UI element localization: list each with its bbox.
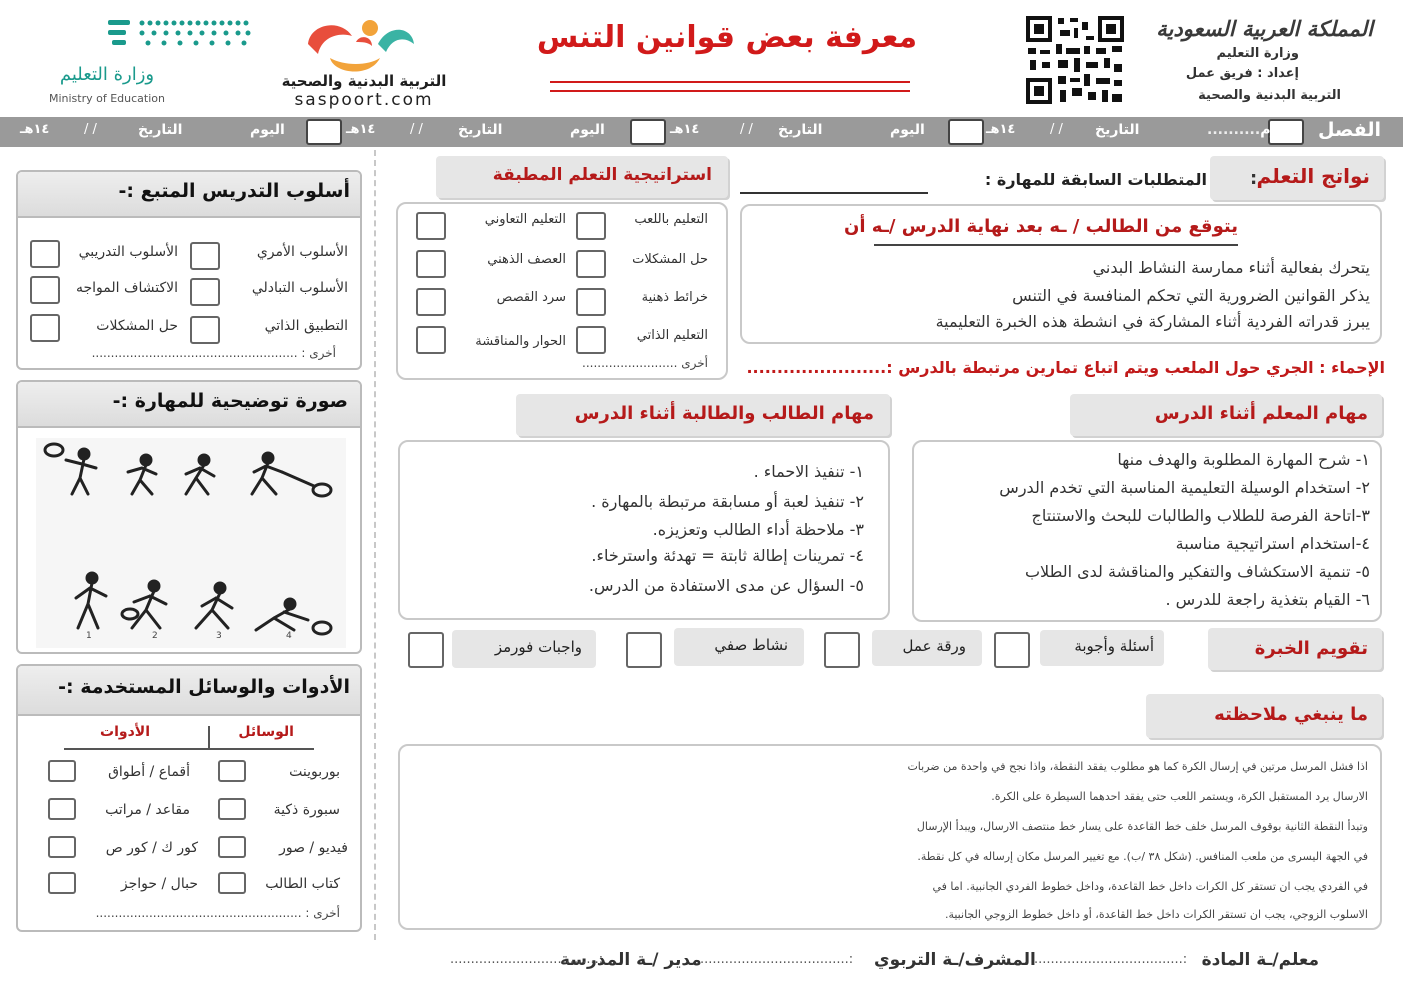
means-powerpoint-checkbox[interactable] (218, 760, 246, 782)
strategy-play-checkbox[interactable] (576, 212, 606, 240)
style-reciprocal-checkbox[interactable] (190, 278, 220, 306)
student-tasks-panel (398, 440, 890, 620)
strategy-problem-solving-checkbox[interactable] (576, 250, 606, 278)
note-line-6: الاسلوب الزوجي، يجب ان تستقر الكرات داخل خط القاعدة، أو داخل خطوط الزوجي الجانبية. (944, 908, 1368, 921)
eval-worksheet-checkbox[interactable] (824, 632, 860, 668)
strategy-cooperative: التعليم التعاوني (484, 212, 566, 227)
teacher-tasks-panel (912, 440, 1382, 622)
outcome-item-2: يذكر القوانين الضرورية التي تحكم المنافسة في التنس (1012, 286, 1370, 305)
outcomes-colon: : (1250, 168, 1258, 189)
outcomes-heading-underline (874, 244, 1238, 246)
teaching-style-box (16, 170, 362, 370)
svg-text:3: 3 (216, 631, 222, 641)
sig-supervisor-dots[interactable]: :.................................... (700, 952, 854, 967)
style-practice-checkbox[interactable] (30, 240, 60, 268)
note-line-3: وتبدأ النقطة الثانية بوقوف المرسل خلف خط القاعدة على يسار خط منتصف الارسال، ويبدأ الإرسال (916, 820, 1368, 833)
day-label-1: اليوم.......... (1207, 122, 1295, 138)
tools-cones: أقماع / أطواق (108, 764, 190, 780)
date-slashes-4: / / (84, 122, 97, 137)
teaching-style-header (18, 172, 360, 218)
year-label-1: ١٤هـ (986, 122, 1016, 137)
teaching-style-title: أسلوب التدريس المتبع :- (118, 180, 350, 202)
teacher-tasks-title: مهام المعلم أثناء الدرس (1070, 394, 1382, 436)
ministry-name: وزارة التعليم (1216, 46, 1299, 61)
strategy-dialogue-checkbox[interactable] (416, 326, 446, 354)
tools-box (16, 664, 362, 932)
day-label-4: اليوم (250, 122, 285, 138)
strategy-cooperative-checkbox[interactable] (416, 212, 446, 240)
year-label-3: ١٤هـ (346, 122, 376, 137)
strategy-storytelling-checkbox[interactable] (416, 288, 446, 316)
tools-benches: مقاعد / مراتب (105, 802, 190, 818)
prepared-by: إعداد : فريق عمل (1185, 66, 1299, 81)
kingdom-calligraphy: المملكة العربية السعودية (1156, 16, 1373, 41)
tools-column-header: الأدوات (100, 724, 150, 740)
sig-teacher: معلم/ـة المادة (1201, 950, 1319, 970)
tools-header (18, 666, 360, 716)
eval-option-forms: واجبات فورمز (452, 630, 596, 668)
date-slashes-3: / / (410, 122, 423, 137)
means-video-checkbox[interactable] (218, 836, 246, 858)
tools-header-line (64, 748, 314, 750)
teacher-task-6: ٦- القيام بتغذية راجعة للدرس . (1165, 590, 1370, 609)
student-task-1: ١- تنفيذ الاحماء . (753, 462, 864, 481)
sig-principal-dots[interactable]: :.................................... (450, 952, 604, 967)
day-label-3: اليوم (570, 122, 605, 138)
eval-activity-checkbox[interactable] (626, 632, 662, 668)
strategy-brainstorm: العصف الذهني (487, 252, 566, 267)
style-self-check-checkbox[interactable] (190, 316, 220, 344)
note-line-2: الارسال يرد المستقبل الكرة، ويستمر اللعب حتى يفقد احدهما السيطرة على الكرة. (991, 790, 1368, 803)
strategy-other[interactable]: أخرى ......................... (582, 356, 708, 370)
style-other[interactable]: أخرى : ...................................................... (91, 346, 336, 360)
style-guided-discovery: الاكتشاف المواجه (75, 280, 178, 296)
eval-option-worksheet: ورقة عمل (872, 630, 982, 666)
strategy-problem-solving: حل المشكلات (632, 252, 708, 267)
sig-principal: مدير /ـة المدرسة (560, 950, 702, 970)
moe-logo-arabic: وزارة التعليم (59, 64, 155, 85)
tools-ropes-checkbox[interactable] (48, 872, 76, 894)
moe-logo-english: Ministry of Education (48, 92, 165, 105)
date-label-3: التاريخ (458, 122, 503, 138)
strategy-mindmaps: خرائط ذهنية (641, 290, 708, 305)
notes-title: ما ينبغي ملاحظته (1146, 694, 1382, 738)
year-label-2: ١٤هـ (670, 122, 700, 137)
style-guided-discovery-checkbox[interactable] (30, 276, 60, 304)
tools-benches-checkbox[interactable] (48, 798, 76, 820)
style-self-check: التطبيق الذاتي (264, 318, 348, 334)
style-problem-solving-checkbox[interactable] (30, 314, 60, 342)
strategy-play: التعليم باللعب (634, 212, 708, 227)
day-label-2: اليوم (890, 122, 925, 138)
prereq-line (740, 192, 928, 194)
tools-title: الأدوات والوسائل المستخدمة :- (58, 676, 350, 698)
means-textbook: كتاب الطالب (265, 876, 340, 892)
outcomes-heading: يتوقع من الطالب / ـه بعد نهاية الدرس /ـه أن (844, 216, 1238, 237)
moe-logo-dots (108, 18, 254, 52)
student-tasks-title: مهام الطالب والطالبة أثناء الدرس (516, 394, 890, 436)
qr-code (1024, 14, 1126, 106)
note-line-4: في الجهة اليسرى من ملعب المنافس. (شكل ٣٨ /ب). مع تغيير المرسل مكان إرساله في كل نقطة. (917, 850, 1368, 863)
day-box-4[interactable] (306, 119, 342, 145)
strategy-mindmaps-checkbox[interactable] (576, 288, 606, 316)
student-task-2: ٢- تنفيذ لعبة أو مسابقة مرتبطة بالمهارة . (591, 492, 864, 511)
outcome-item-1: يتحرك بفعالية أثناء ممارسة النشاط البدني (1092, 258, 1370, 277)
prereq-label: المتطلبات السابقة للمهارة : (984, 170, 1207, 189)
date-label-2: التاريخ (778, 122, 823, 138)
teacher-task-5: ٥- تنمية الاستكشاف والتفكير والمناقشة لدى الطلاب (1024, 562, 1370, 581)
svg-text:4: 4 (286, 631, 292, 641)
date-slashes-2: / / (740, 122, 753, 137)
strategies-panel (396, 202, 728, 380)
student-task-4: ٤- تمرينات إطالة ثابتة = تهدئة واسترخاء. (591, 546, 864, 565)
means-video: فيديو / صور (279, 840, 348, 856)
outcome-item-3: يبرز قدراته الفردية أثناء المشاركة في انشطة هذه الخبرة التعليمية (935, 312, 1370, 331)
outcomes-title: نواتج التعلم (1210, 156, 1384, 200)
style-practice: الأسلوب التدريبي (78, 244, 178, 260)
evaluation-title: تقويم الخبرة (1208, 628, 1382, 670)
notes-panel (398, 744, 1382, 930)
outcomes-panel (740, 204, 1382, 344)
strategy-self-learning-checkbox[interactable] (576, 326, 606, 354)
class-label: الفصل (1317, 119, 1381, 141)
day-box-3[interactable] (630, 119, 666, 145)
year-label-4: ١٤هـ (20, 122, 50, 137)
pe-logo (300, 14, 420, 78)
tools-balls: كور ك / كور ص (105, 840, 198, 856)
teacher-task-2: ٢- استخدام الوسيلة التعليمية المناسبة التي تخدم الدرس (999, 478, 1370, 497)
means-column-header: الوسائل (238, 724, 294, 740)
strategy-brainstorm-checkbox[interactable] (416, 250, 446, 278)
student-task-5: ٥- السؤال عن مدى الاستفادة من الدرس. (588, 576, 864, 595)
date-label-1: التاريخ (1095, 122, 1140, 138)
means-smartboard-checkbox[interactable] (218, 798, 246, 820)
strategy-dialogue: الحوار والمناقشة (475, 334, 566, 349)
eval-option-qa: أسئلة وأجوبة (1040, 630, 1164, 666)
tools-cones-checkbox[interactable] (48, 760, 76, 782)
eval-forms-checkbox[interactable] (408, 632, 444, 668)
tools-column-divider (208, 726, 210, 750)
means-textbook-checkbox[interactable] (218, 872, 246, 894)
tools-balls-checkbox[interactable] (48, 836, 76, 858)
teacher-task-3: ٣-اتاحة الفرصة للطلاب والطالبات للبحث والاستنتاج (1031, 506, 1370, 525)
column-divider (374, 150, 376, 940)
svg-text:1: 1 (86, 631, 92, 641)
svg-text:2: 2 (152, 631, 158, 641)
pe-logo-site: saspoort.com (294, 90, 434, 110)
means-smartboard: سبورة ذكية (273, 802, 340, 818)
department-name: التربية البدنية والصحية (1198, 88, 1341, 103)
style-command-checkbox[interactable] (190, 242, 220, 270)
tools-ropes: حبال / حواجز (120, 876, 198, 892)
page-title: معرفة بعض قوانين التنس (536, 20, 918, 55)
means-powerpoint: بوربوينت (289, 764, 340, 780)
student-task-3: ٣- ملاحظة أداء الطالب وتعزيزه. (652, 520, 864, 539)
sig-supervisor: المشرف/ـة التربوي (874, 950, 1036, 970)
teacher-task-4: ٤-استخدام استراتيجية مناسبة (1175, 534, 1370, 553)
title-underline (550, 81, 910, 83)
style-command: الأسلوب الأمري (256, 244, 348, 260)
tools-other[interactable]: أخرى : ...................................................... (95, 906, 340, 920)
note-line-5: في الفردي يجب ان تستقر كل الكرات داخل خط القاعدة، وداخل خطوط الفردي الجانبية. اما في (932, 880, 1368, 893)
sig-teacher-dots[interactable]: :.................................... (1034, 952, 1188, 967)
teacher-task-1: ١- شرح المهارة المطلوبة والهدف منها (1117, 450, 1370, 469)
strategy-storytelling: سرد القصص (496, 290, 566, 305)
illustration-box (16, 380, 362, 654)
warmup-text: الإحماء : الجري حول الملعب ويتم اتباع تمارين مرتبطة بالدرس :....................... (746, 358, 1385, 377)
tennis-illustration (36, 438, 346, 648)
pe-logo-text: التربية البدنية والصحية (281, 72, 447, 90)
style-reciprocal: الأسلوب التبادلي (251, 280, 348, 296)
schedule-bar (0, 117, 1403, 147)
day-box-2[interactable] (948, 119, 984, 145)
illustration-header (18, 382, 360, 428)
eval-qa-checkbox[interactable] (994, 632, 1030, 668)
eval-option-activity: نشاط صفي (674, 628, 804, 666)
date-slashes-1: / / (1050, 122, 1063, 137)
note-line-1: اذا فشل المرسل مرتين في إرسال الكرة كما هو مطلوب يفقد النقطة، واذا نجح في واحدة من ضربات (907, 760, 1368, 773)
strategy-self-learning: التعليم الذاتي (636, 328, 708, 343)
style-problem-solving: حل المشكلات (96, 318, 178, 334)
date-label-4: التاريخ (138, 122, 183, 138)
illustration-title: صورة توضيحية للمهارة :- (112, 390, 348, 412)
strategies-title: استراتيجية التعلم المطبقة (436, 156, 728, 198)
title-underline-2 (550, 90, 910, 92)
